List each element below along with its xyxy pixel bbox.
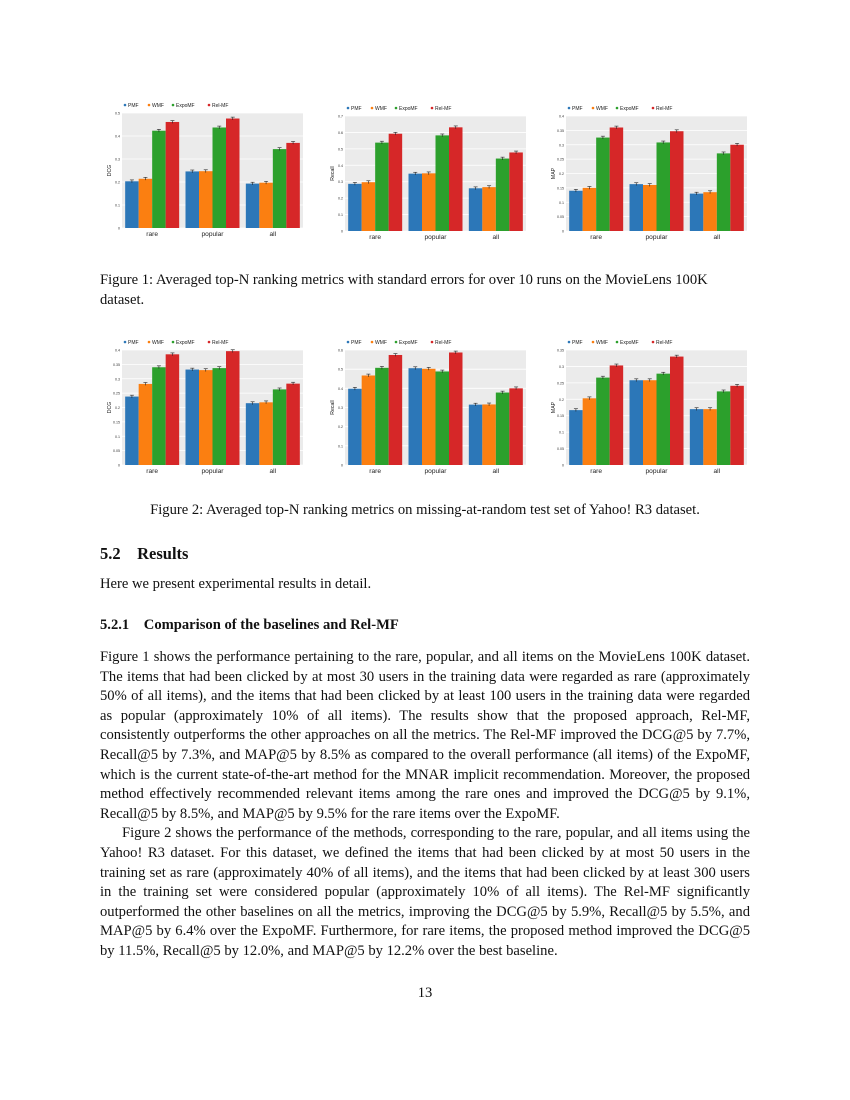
- y-tick-label: 0.1: [115, 434, 120, 439]
- bar: [583, 188, 597, 231]
- chart-fig1-recall: [326, 101, 526, 246]
- y-tick-label: 0.1: [559, 430, 564, 435]
- y-tick-label: 0.3: [559, 143, 564, 148]
- bar: [125, 397, 138, 465]
- bar: [496, 393, 510, 465]
- bar: [199, 171, 213, 228]
- y-tick-label: 0.3: [115, 157, 120, 162]
- y-tick-label: 0.25: [113, 391, 120, 396]
- y-tick-label: 0.4: [559, 114, 564, 119]
- y-tick-label: 0.5: [338, 147, 343, 152]
- legend-marker: [371, 107, 374, 110]
- y-axis-label: Recall: [330, 166, 336, 181]
- x-tick-label: popular: [424, 468, 447, 475]
- bar: [246, 184, 259, 228]
- bar: [596, 138, 610, 231]
- bar: [643, 380, 657, 465]
- bar: [690, 194, 704, 231]
- legend-label: ExpoMF: [176, 339, 195, 346]
- legend-label: PMF: [351, 339, 362, 346]
- y-tick-label: 0: [118, 463, 120, 468]
- legend-marker: [616, 341, 619, 344]
- bar: [509, 152, 523, 231]
- bar-chart-svg: [326, 335, 526, 480]
- bar: [286, 384, 300, 465]
- y-tick-label: 0.6: [338, 348, 343, 353]
- x-tick-label: rare: [590, 234, 603, 241]
- page-number: 13: [417, 985, 433, 1001]
- legend-marker: [652, 341, 655, 344]
- x-tick-label: rare: [146, 468, 159, 475]
- y-tick-label: 0.5: [115, 111, 120, 116]
- x-tick-label: popular: [645, 234, 668, 241]
- legend-marker: [371, 341, 374, 344]
- section-number: 5.2: [100, 544, 121, 563]
- bar: [630, 380, 644, 465]
- legend-marker: [395, 341, 398, 344]
- bar-chart-svg: [547, 335, 747, 480]
- legend-marker: [616, 107, 619, 110]
- bar: [469, 188, 483, 231]
- chart-fig1-map: [547, 101, 747, 246]
- bar: [730, 145, 744, 231]
- y-tick-label: 0.5: [338, 367, 343, 372]
- chart-fig1-dcg: [103, 98, 303, 243]
- x-tick-label: popular: [424, 234, 447, 241]
- bar: [375, 368, 389, 465]
- bar: [657, 142, 671, 231]
- y-tick-label: 0.15: [113, 420, 120, 425]
- body-text: [100, 648, 750, 962]
- bar-chart-svg: [103, 335, 303, 480]
- y-tick-label: 0.1: [338, 444, 343, 449]
- y-tick-label: 0.4: [338, 386, 343, 391]
- y-tick-label: 0.7: [338, 114, 343, 119]
- bar: [186, 171, 200, 228]
- bar-chart-svg: [326, 101, 526, 246]
- y-tick-label: 0.3: [559, 364, 564, 369]
- bar: [449, 352, 463, 465]
- y-tick-label: 0.25: [557, 381, 564, 386]
- bar: [125, 181, 138, 228]
- y-tick-label: 0: [341, 229, 343, 234]
- bar-chart-svg: [547, 101, 747, 246]
- y-tick-label: 0.05: [113, 449, 120, 454]
- y-tick-label: 0.05: [557, 447, 564, 452]
- bar: [213, 127, 227, 228]
- legend-marker: [124, 104, 127, 107]
- y-tick-label: 0.2: [338, 196, 343, 201]
- y-tick-label: 0.3: [115, 377, 120, 382]
- legend-label: Rel-MF: [435, 105, 452, 112]
- bar: [509, 388, 523, 465]
- bar: [657, 374, 671, 465]
- x-tick-label: all: [713, 234, 721, 241]
- y-tick-label: 0.3: [338, 406, 343, 410]
- bar: [152, 131, 166, 228]
- legend-label: ExpoMF: [399, 105, 418, 112]
- legend-label: ExpoMF: [620, 339, 639, 346]
- bar: [690, 409, 704, 465]
- paragraph: Figure 1 shows the performance pertaining to the rare, popular, and all items on the MovieLens 100K dataset. The items that had been clicked by at most 30 users in the training data were regarded as rare (approximately 50% of all items), and the items that had been clicked by at least 100 users in the training data were regarded as popular (approximately 10% of all items). The results show that the proposed approach, Rel-MF, consistently outperforms the other approaches on all the metrics. The Rel-MF improved the DCG@5 by 7.7%, Recall@5 by 7.3%, and MAP@5 by 8.5% as compared to the overall performance (all items) of the ExpoMF, which is the current state-of-the-art method for the MNAR implicit recommendation. Moreover, the proposed method effectively recommended relevant items among the rare ones and improved the DCG@5 by 9.1%, Recall@5 by 8.5%, and MAP@5 by 9.5% for the rare items over the ExpoMF.: [100, 649, 750, 822]
- x-tick-label: all: [492, 468, 500, 475]
- bar: [213, 368, 227, 465]
- x-tick-label: all: [269, 231, 277, 238]
- legend-marker: [431, 341, 434, 344]
- x-tick-label: all: [269, 468, 277, 475]
- y-tick-label: 0.35: [557, 348, 564, 353]
- bar: [496, 159, 510, 231]
- legend-marker: [568, 107, 571, 110]
- bar: [389, 134, 403, 231]
- x-tick-label: popular: [201, 231, 224, 238]
- legend-label: Rel-MF: [656, 339, 673, 346]
- legend-label: PMF: [572, 105, 583, 112]
- x-tick-label: popular: [201, 468, 224, 475]
- bar: [286, 143, 300, 228]
- bar: [482, 187, 496, 231]
- bar: [226, 119, 240, 228]
- y-tick-label: 0.4: [338, 163, 343, 168]
- figure2-caption: Figure 2: Averaged top-N ranking metrics on missing-at-random test set of Yahoo! R3 dataset.: [150, 502, 700, 518]
- y-axis-label: DCG: [107, 164, 113, 177]
- bar: [482, 404, 496, 465]
- y-tick-label: 0.2: [115, 180, 120, 185]
- bar: [273, 149, 287, 228]
- bar: [469, 405, 483, 465]
- legend-marker: [652, 107, 655, 110]
- y-tick-label: 0.6: [338, 130, 343, 135]
- legend-marker: [395, 107, 398, 110]
- y-tick-label: 0: [118, 226, 120, 231]
- legend-marker: [172, 104, 175, 107]
- legend-label: Rel-MF: [212, 102, 229, 109]
- section-title: Results: [137, 544, 189, 563]
- bar: [436, 135, 450, 231]
- paragraph: Figure 2 shows the performance of the methods, corresponding to the rare, popular, and all items using the Yahoo! R3 dataset. For this dataset, we defined the items that had been clicked by at most 50 users in the training set as rare (approximately 40% of all items), and the items that had been clicked by at least 300 users in the training set were considered popular (approximately 10% of all items). The Rel-MF significantly outperformed the other baselines on all the metrics, improving the DCG@5 by 5.9%, Recall@5 by 5.5%, and MAP@5 by 6.4% over the ExpoMF. Furthermore, for rare items, the proposed method improved the DCG@5 by 11.5%, Recall@5 by 12.0%, and MAP@5 by 12.2% over the best baseline.: [100, 825, 750, 959]
- bar: [152, 367, 166, 465]
- subsection-title: Comparison of the baselines and Rel-MF: [143, 617, 399, 633]
- bar: [375, 143, 389, 231]
- bar: [186, 370, 200, 465]
- legend-marker: [148, 341, 151, 344]
- legend-marker: [208, 341, 211, 344]
- legend-label: ExpoMF: [399, 339, 418, 346]
- bar: [670, 357, 684, 465]
- legend-marker: [347, 107, 350, 110]
- legend-marker: [208, 104, 211, 107]
- x-tick-label: rare: [369, 468, 382, 475]
- x-tick-label: all: [492, 234, 500, 241]
- legend-label: ExpoMF: [176, 102, 195, 109]
- y-tick-label: 0.2: [559, 172, 564, 176]
- legend-marker: [124, 341, 127, 344]
- y-axis-label: DCG: [107, 401, 113, 414]
- legend-label: WMF: [375, 339, 387, 346]
- y-tick-label: 0.25: [557, 157, 564, 162]
- y-tick-label: 0: [562, 229, 564, 234]
- subsection-number: 5.2.1: [100, 617, 130, 633]
- y-tick-label: 0.3: [338, 180, 343, 185]
- legend-label: PMF: [351, 105, 362, 112]
- y-tick-label: 0.4: [115, 134, 120, 139]
- bar: [139, 384, 153, 465]
- bar: [389, 355, 403, 465]
- legend-marker: [568, 341, 571, 344]
- bar: [610, 128, 624, 232]
- legend-label: Rel-MF: [212, 339, 229, 346]
- legend-label: Rel-MF: [656, 105, 673, 112]
- bar: [348, 389, 362, 465]
- x-tick-label: popular: [645, 468, 668, 475]
- bar: [362, 182, 376, 231]
- legend-label: WMF: [152, 102, 164, 109]
- bar: [409, 368, 423, 465]
- y-tick-label: 0: [341, 463, 343, 468]
- bar: [259, 183, 273, 228]
- bar: [273, 389, 287, 465]
- bar: [643, 185, 657, 231]
- section-intro: Here we present experimental results in detail.: [100, 576, 372, 592]
- bar: [449, 127, 463, 231]
- bar: [226, 351, 240, 465]
- bar: [422, 369, 436, 465]
- bar: [246, 403, 259, 465]
- legend-marker: [172, 341, 175, 344]
- bar: [630, 184, 644, 231]
- legend-label: WMF: [375, 105, 387, 112]
- x-tick-label: rare: [590, 468, 603, 475]
- bar: [436, 371, 450, 465]
- bar: [703, 192, 717, 231]
- bar: [730, 386, 744, 465]
- legend-label: ExpoMF: [620, 105, 639, 112]
- y-tick-label: 0.1: [559, 200, 564, 205]
- y-axis-label: MAP: [551, 167, 557, 180]
- y-axis-label: MAP: [551, 401, 557, 414]
- legend-label: Rel-MF: [435, 339, 452, 346]
- y-tick-label: 0.35: [557, 128, 564, 133]
- subsection-heading: [100, 617, 399, 634]
- bar: [199, 370, 213, 465]
- y-tick-label: 0.05: [557, 215, 564, 220]
- bar: [583, 398, 597, 465]
- figure1-caption: Figure 1: Averaged top-N ranking metrics with standard errors for over 10 runs on the MovieLens 100K dataset.: [100, 272, 708, 308]
- legend-label: PMF: [572, 339, 583, 346]
- legend-marker: [148, 104, 151, 107]
- chart-fig2-dcg: [103, 335, 303, 480]
- legend-marker: [592, 107, 595, 110]
- bar: [569, 191, 583, 231]
- bar: [166, 122, 180, 228]
- bar: [717, 153, 731, 231]
- legend-label: WMF: [596, 105, 608, 112]
- legend-marker: [347, 341, 350, 344]
- y-tick-label: 0.15: [557, 186, 564, 191]
- bar: [703, 409, 717, 465]
- x-tick-label: rare: [369, 234, 382, 241]
- legend-label: PMF: [128, 102, 139, 109]
- bar: [422, 173, 436, 231]
- bar: [139, 179, 153, 228]
- chart-fig2-map: [547, 335, 747, 480]
- bar: [569, 410, 583, 465]
- legend-label: WMF: [152, 339, 164, 346]
- y-tick-label: 0.35: [113, 362, 120, 367]
- legend-label: PMF: [128, 339, 139, 346]
- legend-marker: [431, 107, 434, 110]
- y-tick-label: 0.2: [559, 397, 564, 402]
- bar: [348, 184, 362, 231]
- bar-chart-svg: [103, 98, 303, 243]
- chart-fig2-recall: [326, 335, 526, 480]
- bar: [409, 174, 423, 231]
- bar: [717, 391, 731, 465]
- bar: [610, 365, 624, 465]
- x-tick-label: all: [713, 468, 721, 475]
- y-tick-label: 0.4: [115, 348, 120, 353]
- bar: [166, 354, 180, 465]
- y-tick-label: 0: [562, 463, 564, 468]
- legend-label: WMF: [596, 339, 608, 346]
- bar: [259, 402, 273, 465]
- y-tick-label: 0.1: [338, 213, 343, 218]
- bar: [670, 131, 684, 231]
- section-heading: [100, 544, 188, 564]
- y-axis-label: Recall: [330, 400, 336, 415]
- y-tick-label: 0.15: [557, 414, 564, 419]
- bar: [362, 375, 376, 465]
- legend-marker: [592, 341, 595, 344]
- bar: [596, 378, 610, 465]
- y-tick-label: 0.2: [115, 406, 120, 410]
- x-tick-label: rare: [146, 231, 159, 238]
- y-tick-label: 0.2: [338, 425, 343, 430]
- y-tick-label: 0.1: [115, 203, 120, 208]
